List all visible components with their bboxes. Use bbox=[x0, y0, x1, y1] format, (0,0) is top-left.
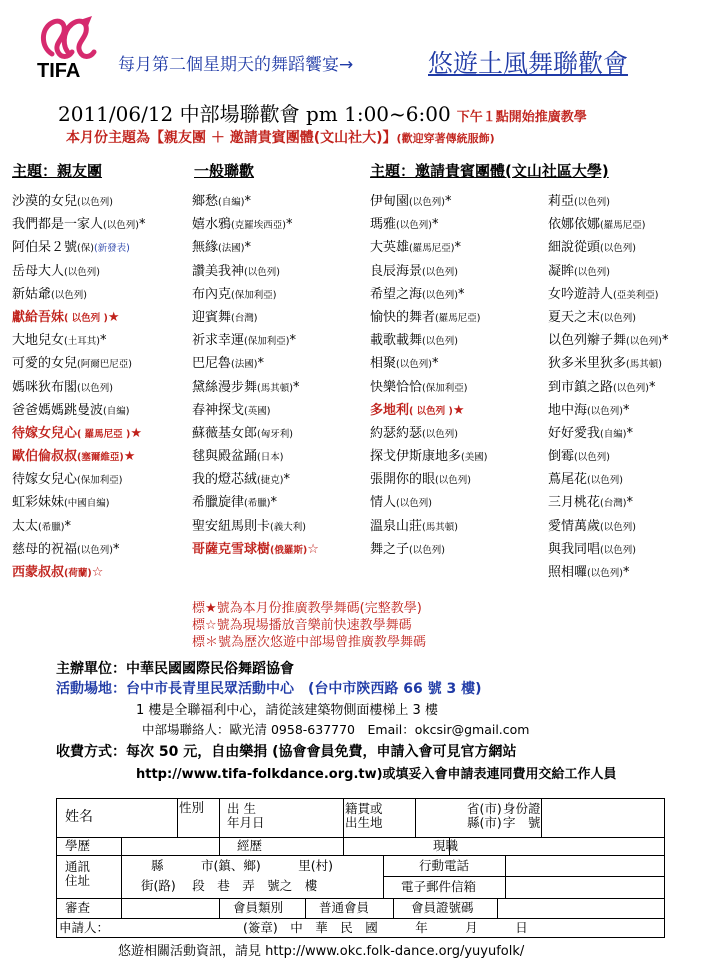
form-education-label: 學歷 bbox=[65, 838, 91, 853]
organizer-line: 主辦單位：中華民國國際民俗舞蹈協會 bbox=[56, 661, 294, 677]
dance-mark: ☆ bbox=[307, 541, 319, 557]
dance-item bbox=[192, 329, 319, 352]
dance-name: 以色列辮子舞 bbox=[548, 333, 627, 349]
dance-item bbox=[192, 190, 319, 213]
dance-column-2 bbox=[192, 190, 319, 561]
dance-origin: (法國) bbox=[218, 243, 245, 255]
dance-origin: (以色列) bbox=[587, 405, 623, 417]
dance-item bbox=[548, 515, 668, 538]
dance-origin: (以色列) bbox=[77, 544, 113, 556]
dance-item bbox=[370, 352, 487, 375]
dance-item bbox=[370, 190, 487, 213]
dance-name: 祈求幸運 bbox=[192, 333, 245, 349]
dance-origin: (馬其頓) bbox=[422, 521, 458, 533]
venue-line: 活動場地：台中市長青里民眾活動中心 (台中市陝西路 66 號 3 樓) bbox=[56, 681, 482, 697]
membership-form bbox=[56, 798, 665, 938]
dance-item bbox=[548, 561, 668, 584]
dance-item bbox=[12, 468, 145, 491]
footer-info: 悠遊相關活動資訊，請見 http://www.okc.folk-dance.org/yuyufolk/ bbox=[118, 944, 525, 959]
form-job-label: 現職 bbox=[433, 838, 459, 853]
dance-name: 蔦尾花 bbox=[548, 472, 588, 488]
dance-name: 狄多米里狄多 bbox=[548, 356, 627, 372]
dance-item bbox=[12, 561, 145, 584]
dance-item bbox=[548, 468, 668, 491]
dance-mark: * bbox=[648, 379, 656, 395]
dance-origin: (馬其頓) bbox=[626, 359, 662, 371]
dance-origin: (以色列) bbox=[396, 220, 432, 232]
dance-item bbox=[548, 260, 668, 283]
dance-origin: (希臘) bbox=[38, 521, 65, 533]
form-origin-label: 籍貫或 出生地 bbox=[345, 801, 383, 831]
dance-item bbox=[192, 352, 319, 375]
dance-origin: (以色列) bbox=[51, 289, 87, 301]
form-gender-label: 性別 bbox=[179, 800, 205, 815]
dance-item bbox=[192, 213, 319, 236]
dance-origin: (捷克) bbox=[257, 475, 284, 487]
dance-item bbox=[548, 422, 668, 445]
dance-item bbox=[370, 491, 487, 514]
dance-origin: (阿爾巴尼亞) bbox=[77, 359, 132, 371]
dance-origin: (匈牙利) bbox=[257, 428, 293, 440]
dance-name: 慈母的祝福 bbox=[12, 541, 78, 557]
dance-item bbox=[192, 399, 319, 422]
form-birth-label: 出 生 年月日 bbox=[227, 801, 265, 831]
dance-name: 依娜依娜 bbox=[548, 217, 601, 233]
dance-item bbox=[12, 491, 145, 514]
dance-origin: (以色列) bbox=[574, 452, 610, 464]
dance-origin: (塞爾維亞) bbox=[77, 452, 124, 464]
dance-origin: (以色列) bbox=[422, 266, 458, 278]
dance-origin: (法國) bbox=[231, 359, 258, 371]
dance-item bbox=[548, 190, 668, 213]
dance-name: 莉亞 bbox=[548, 194, 575, 209]
dance-item bbox=[192, 260, 319, 283]
dance-origin: (以色列) bbox=[244, 266, 280, 278]
dance-name: 女吟遊詩人 bbox=[548, 286, 614, 302]
dance-origin: (保加利亞) bbox=[231, 289, 277, 301]
dance-origin: (以色列) bbox=[587, 568, 623, 579]
legend bbox=[192, 600, 426, 651]
dance-origin: (自編) bbox=[218, 197, 245, 208]
dance-mark: * bbox=[431, 356, 439, 372]
form-sign-line: (簽章) 中 華 民 國 年 月 日 bbox=[243, 920, 528, 935]
dance-name: 地中海 bbox=[548, 402, 588, 418]
dance-origin: (克羅埃西亞) bbox=[231, 220, 286, 232]
dance-name: 我們都是一家人 bbox=[12, 217, 104, 233]
dance-item bbox=[192, 376, 319, 399]
dance-mark: * bbox=[292, 379, 300, 395]
dance-item bbox=[192, 445, 319, 468]
form-address-line-2: 街(路) 段 巷 弄 號之 樓 bbox=[141, 878, 318, 893]
dance-mark: * bbox=[622, 402, 630, 418]
dance-name: 新姑爺 bbox=[12, 286, 52, 302]
dance-origin: (亞美利亞) bbox=[613, 289, 659, 301]
dance-origin: ( 以色列 ) bbox=[409, 405, 453, 417]
legend-line: 標＊號為歷次悠遊中部場曾推廣教學舞碼 bbox=[192, 635, 427, 650]
dance-item bbox=[192, 306, 319, 329]
dance-origin: (以色列) bbox=[77, 197, 113, 208]
dance-origin: (以色列) bbox=[422, 428, 458, 440]
dance-name: 西蒙叔叔 bbox=[12, 565, 65, 580]
dance-mark: * bbox=[626, 495, 633, 511]
dance-column-1 bbox=[12, 190, 145, 584]
dance-item bbox=[12, 515, 145, 538]
dance-origin: (以色列) bbox=[587, 475, 623, 487]
dance-name: 好好愛我 bbox=[548, 425, 601, 441]
fee-line: 收費方式：每次 50 元，自由樂捐 (協會會員免費，申請入會可見官方網站 bbox=[56, 744, 517, 760]
form-province-label: 省(市) 縣(市) bbox=[467, 801, 502, 831]
dance-origin: (中國自編) bbox=[64, 498, 110, 510]
dance-item bbox=[370, 213, 487, 236]
dance-item bbox=[370, 422, 487, 445]
dance-item bbox=[548, 283, 668, 306]
dance-mark: * bbox=[244, 240, 251, 256]
dance-item bbox=[12, 445, 145, 468]
dancer-logo-icon bbox=[34, 14, 104, 64]
form-review-label: 審查 bbox=[65, 900, 91, 915]
form-member-type-label: 會員類別 bbox=[233, 900, 284, 915]
dance-mark: * bbox=[626, 425, 633, 441]
dance-origin: (以色列) bbox=[600, 544, 636, 556]
form-normal-member: 普通會員 bbox=[319, 900, 370, 915]
dance-mark: * bbox=[431, 217, 439, 233]
dance-origin: (馬其頓) bbox=[257, 382, 293, 394]
dance-origin: (以色列) bbox=[422, 336, 458, 348]
dance-name: 三月桃花 bbox=[548, 495, 601, 511]
dance-item bbox=[192, 491, 319, 514]
dance-name: 讚美我神 bbox=[192, 263, 245, 279]
dance-origin: (以色列) bbox=[600, 243, 636, 255]
dance-name: 黛絲漫步舞 bbox=[192, 379, 258, 395]
dance-item bbox=[548, 399, 668, 422]
dance-name: 蘇薇基女郎 bbox=[192, 425, 258, 441]
dance-name: 張開你的眼 bbox=[370, 472, 436, 488]
form-address-line-1: 縣 市(鎮、鄉) 里(村) bbox=[151, 858, 334, 873]
dance-item bbox=[370, 329, 487, 352]
dance-name: 大英雄 bbox=[370, 240, 410, 256]
dance-item bbox=[370, 376, 487, 399]
dance-origin: (羅馬尼亞) bbox=[600, 220, 646, 232]
dance-name: 嬉水鴉 bbox=[192, 217, 232, 233]
dance-origin: (自編) bbox=[600, 428, 627, 440]
dance-item bbox=[548, 445, 668, 468]
dance-origin: (以色列) bbox=[396, 359, 432, 371]
dance-name: 伊甸園 bbox=[370, 194, 410, 209]
dance-name: 情人 bbox=[370, 495, 397, 511]
form-email-label: 電子郵件信箱 bbox=[401, 879, 477, 894]
dance-item bbox=[370, 306, 487, 329]
dance-mark: * bbox=[661, 333, 669, 349]
dance-item bbox=[548, 491, 668, 514]
dance-origin: (俄羅斯) bbox=[270, 544, 308, 556]
dance-origin: (以色列) bbox=[77, 382, 113, 394]
dance-item bbox=[12, 190, 145, 213]
dance-origin: (以色列) bbox=[574, 197, 610, 208]
header-title: 悠遊土風舞聯歡會 bbox=[428, 49, 629, 78]
event-line bbox=[58, 98, 587, 127]
column-head-guests: 主題：邀請貴賓團體(文山社區大學) bbox=[370, 162, 609, 180]
dance-origin: (以色列) bbox=[64, 266, 100, 278]
legend-line: 標★號為本月份推廣教學舞碼(完整教學) bbox=[192, 601, 422, 616]
dance-name: 春神探戈 bbox=[192, 402, 245, 418]
dance-item bbox=[370, 260, 487, 283]
dance-name: 毬與殿盆踊 bbox=[192, 449, 258, 465]
dance-origin: (羅馬尼亞) bbox=[409, 243, 455, 255]
dance-name: 可愛的女兒 bbox=[12, 356, 78, 372]
dance-name: 沙漠的女兒 bbox=[12, 194, 78, 209]
dance-name: 愉快的舞者 bbox=[370, 309, 436, 325]
dance-origin: (義大利) bbox=[270, 521, 306, 533]
dance-origin: (以色列) bbox=[422, 289, 458, 301]
dance-origin: (台灣) bbox=[600, 498, 627, 510]
dance-item bbox=[12, 260, 145, 283]
dance-origin: (以色列) bbox=[435, 475, 471, 487]
form-experience-label: 經歷 bbox=[237, 838, 263, 853]
dance-origin: (以色列) bbox=[396, 498, 432, 510]
dance-name: 爸爸媽媽跳曼波 bbox=[12, 402, 104, 418]
dance-item bbox=[370, 538, 487, 561]
dance-origin: (以色列) bbox=[600, 521, 636, 533]
dance-item bbox=[370, 468, 487, 491]
contact-line: 中部場聯絡人：歐光清 0958-637770 Email：okcsir@gmail.com bbox=[142, 722, 530, 737]
dance-mark: * bbox=[270, 495, 277, 511]
tifa-logo bbox=[34, 14, 104, 80]
dance-origin: (英國) bbox=[244, 405, 271, 417]
dance-item bbox=[548, 329, 668, 352]
dance-origin: (美國) bbox=[461, 452, 488, 464]
dance-mark: * bbox=[457, 286, 465, 302]
dance-column-3 bbox=[370, 190, 487, 561]
dance-name: 探戈伊斯康地多 bbox=[370, 449, 462, 465]
dance-mark: * bbox=[112, 541, 120, 557]
dance-origin: (保加利亞) bbox=[244, 336, 290, 348]
dance-mark: * bbox=[257, 356, 264, 372]
dance-origin: (荷蘭) bbox=[64, 568, 92, 579]
dance-item bbox=[192, 236, 319, 259]
dance-item bbox=[12, 352, 145, 375]
event-note: 下午１點開始推廣教學 bbox=[456, 110, 587, 125]
dance-item bbox=[192, 515, 319, 538]
theme-text: 本月份主題為【親友團 ＋ 邀請貴賓團體(文山社大)】 bbox=[66, 130, 397, 146]
dance-origin: (土耳其) bbox=[64, 336, 100, 348]
dance-new-tag: (新發表) bbox=[93, 243, 130, 255]
dance-item bbox=[12, 399, 145, 422]
dance-mark: * bbox=[622, 565, 630, 580]
dance-name: 獻給吾妹 bbox=[12, 309, 65, 325]
dance-name: 待嫁女兒心 bbox=[12, 472, 78, 488]
dance-name: 良辰海景 bbox=[370, 263, 423, 279]
dance-name: 舞之子 bbox=[370, 541, 410, 557]
dance-item bbox=[12, 283, 145, 306]
dance-item bbox=[12, 236, 145, 259]
dance-item bbox=[548, 236, 668, 259]
dress-note: (歡迎穿著傳統服飾) bbox=[396, 132, 495, 145]
dance-origin: (保加利亞) bbox=[422, 382, 468, 394]
dance-name: 多地利 bbox=[370, 402, 410, 418]
dance-name: 載歌載舞 bbox=[370, 333, 423, 349]
floor-note: 1 樓是全聯福利中心，請從該建築物側面樓梯上 3 樓 bbox=[136, 703, 438, 718]
dance-origin: ( 羅馬尼亞 ) bbox=[77, 428, 131, 440]
dance-item bbox=[548, 352, 668, 375]
form-member-card-label: 會員證號碼 bbox=[411, 900, 474, 915]
dance-item bbox=[370, 236, 487, 259]
dance-item bbox=[12, 213, 145, 236]
dance-mark: * bbox=[285, 217, 293, 233]
dance-item bbox=[370, 283, 487, 306]
dance-name: 無緣 bbox=[192, 240, 219, 256]
dance-name: 布內克 bbox=[192, 286, 232, 302]
dance-name: 快樂恰恰 bbox=[370, 379, 423, 395]
dance-mark: ★ bbox=[107, 309, 120, 325]
dance-item bbox=[548, 376, 668, 399]
dance-mark: * bbox=[454, 240, 461, 256]
dance-origin: ( 以色列 ) bbox=[64, 312, 108, 324]
dance-mark: ★ bbox=[452, 402, 465, 418]
dance-origin: (以色列) bbox=[626, 336, 662, 348]
dance-mark: * bbox=[64, 518, 71, 534]
dance-name: 阿伯呆２號 bbox=[12, 240, 78, 256]
dance-origin: (以色列) bbox=[409, 197, 445, 208]
dance-name: 待嫁女兒心 bbox=[12, 425, 78, 441]
dance-name: 希望之海 bbox=[370, 286, 423, 302]
dance-name: 瑪雅 bbox=[370, 217, 397, 233]
dance-item bbox=[192, 283, 319, 306]
column-head-general: 一般聯歡 bbox=[194, 162, 255, 180]
dance-origin: (以色列) bbox=[613, 382, 649, 394]
dance-origin: (以色列) bbox=[600, 312, 636, 324]
dance-name: 夏天之末 bbox=[548, 309, 601, 325]
dance-origin: (以色列) bbox=[409, 544, 445, 556]
dance-name: 媽咪狄布閣 bbox=[12, 379, 78, 395]
dance-mark: * bbox=[289, 333, 296, 349]
dance-mark: * bbox=[99, 333, 107, 349]
dance-name: 細說從頭 bbox=[548, 240, 601, 256]
dance-column-4 bbox=[548, 190, 668, 584]
dance-origin: (保) bbox=[77, 243, 94, 255]
dance-mark: * bbox=[283, 472, 290, 488]
dance-item bbox=[12, 538, 145, 561]
dance-name: 愛情萬歲 bbox=[548, 518, 601, 534]
dance-mark: ★ bbox=[130, 425, 142, 441]
dance-name: 約瑟約瑟 bbox=[370, 425, 423, 441]
dance-item bbox=[192, 468, 319, 491]
dance-name: 聖安紐馬則卡 bbox=[192, 518, 271, 534]
dance-name: 倒霉 bbox=[548, 449, 575, 465]
dance-origin: (以色列) bbox=[574, 266, 610, 278]
dance-mark: * bbox=[138, 217, 146, 233]
dance-origin: (以色列) bbox=[103, 220, 139, 232]
dance-origin: (自編) bbox=[103, 405, 130, 417]
event-date-time: 2011/06/12 中部場聯歡會 pm 1:00~6:00 bbox=[58, 102, 451, 126]
header-tagline: 每月第二個星期天的舞蹈饗宴→ bbox=[118, 55, 354, 75]
dance-item bbox=[548, 213, 668, 236]
dance-name: 岳母大人 bbox=[12, 263, 65, 279]
website-line: http://www.tifa-folkdance.org.tw)或填妥入會申請表連同費用交給工作人員 bbox=[136, 767, 617, 782]
dance-mark: * bbox=[244, 194, 251, 209]
dance-name: 希臘旋律 bbox=[192, 495, 245, 511]
dance-name: 相聚 bbox=[370, 356, 397, 372]
dance-item bbox=[12, 376, 145, 399]
dance-name: 與我同唱 bbox=[548, 541, 601, 557]
dance-item bbox=[192, 422, 319, 445]
dance-origin: (希臘) bbox=[244, 498, 271, 510]
form-applicant-label: 申請人： bbox=[59, 920, 110, 935]
dance-origin: (保加利亞) bbox=[77, 475, 123, 487]
legend-line: 標☆號為現場播放音樂前快速教學舞碼 bbox=[192, 618, 412, 633]
dance-name: 迎賓舞 bbox=[192, 309, 232, 325]
dance-item bbox=[370, 515, 487, 538]
dance-name: 歐伯倫叔叔 bbox=[12, 449, 78, 465]
dance-name: 到市鎮之路 bbox=[548, 379, 614, 395]
dance-name: 凝眸 bbox=[548, 263, 575, 279]
form-address-label: 通訊 住址 bbox=[65, 859, 91, 889]
dance-origin: (日本) bbox=[257, 452, 284, 464]
dance-name: 巴尼魯 bbox=[192, 356, 232, 372]
form-name-label: 姓名 bbox=[65, 809, 93, 825]
dance-mark: * bbox=[444, 194, 452, 209]
dance-name: 哥薩克雪球樹 bbox=[192, 541, 271, 557]
column-head-friends: 主題：親友團 bbox=[12, 162, 103, 180]
dance-name: 太太 bbox=[12, 518, 39, 534]
form-mobile-label: 行動電話 bbox=[419, 858, 470, 873]
dance-item bbox=[548, 538, 668, 561]
dance-origin: (台灣) bbox=[231, 312, 258, 324]
dance-item bbox=[548, 306, 668, 329]
dance-item bbox=[12, 306, 145, 329]
dance-origin: (羅馬尼亞) bbox=[435, 312, 481, 324]
dance-item bbox=[12, 329, 145, 352]
dance-name: 我的燈芯絨 bbox=[192, 472, 258, 488]
dance-name: 大地兒女 bbox=[12, 333, 65, 349]
form-id-label: 身份證 字 號 bbox=[503, 801, 541, 831]
dance-mark: ☆ bbox=[91, 565, 104, 580]
dance-item bbox=[370, 445, 487, 468]
dance-item bbox=[12, 422, 145, 445]
logo-text: TIFA bbox=[37, 60, 81, 82]
dance-mark: ★ bbox=[123, 449, 136, 465]
dance-item bbox=[370, 399, 487, 422]
dance-item bbox=[192, 538, 319, 561]
dance-name: 溫泉山莊 bbox=[370, 518, 423, 534]
dance-name: 照相囉 bbox=[548, 565, 588, 580]
dance-name: 鄉愁 bbox=[192, 194, 219, 209]
dance-name: 虹彩妹妹 bbox=[12, 495, 65, 511]
theme-line bbox=[66, 127, 495, 147]
